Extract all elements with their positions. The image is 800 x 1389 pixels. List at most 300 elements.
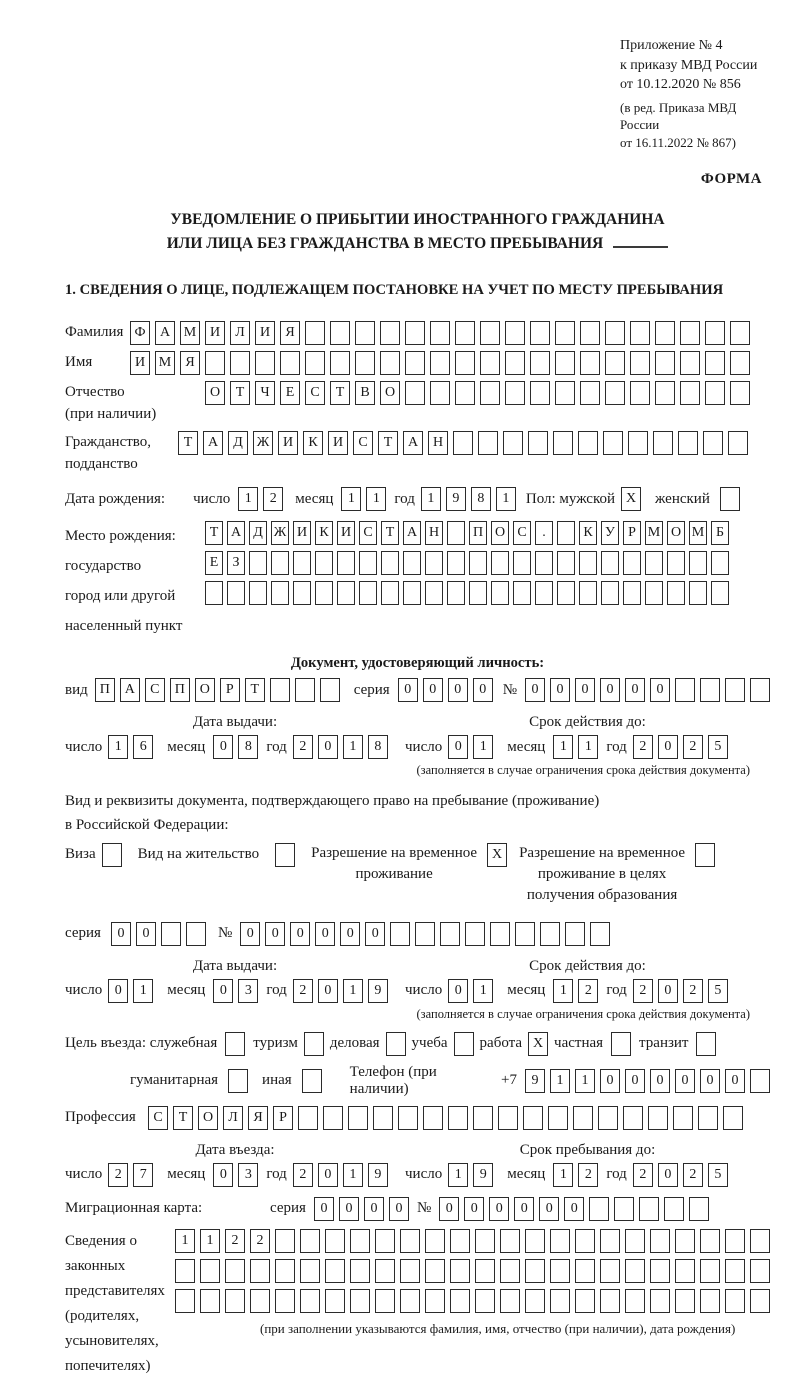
- char-cell[interactable]: [440, 922, 460, 946]
- char-cell[interactable]: П: [95, 678, 115, 702]
- char-cell[interactable]: 1: [550, 1069, 570, 1093]
- char-cell[interactable]: [230, 351, 250, 375]
- char-cell[interactable]: [730, 321, 750, 345]
- char-cell[interactable]: О: [195, 678, 215, 702]
- char-cell[interactable]: [664, 1197, 684, 1221]
- char-cell[interactable]: [398, 1106, 418, 1130]
- char-cell[interactable]: [589, 1197, 609, 1221]
- temp-permit-checkbox[interactable]: [487, 843, 507, 867]
- char-cell[interactable]: 0: [600, 1069, 620, 1093]
- char-cell[interactable]: [425, 1229, 445, 1253]
- char-cell[interactable]: [575, 1259, 595, 1283]
- representatives-row3-cells[interactable]: [175, 1289, 770, 1313]
- char-cell[interactable]: 0: [650, 1069, 670, 1093]
- char-cell[interactable]: 9: [446, 487, 466, 511]
- char-cell[interactable]: [348, 1106, 368, 1130]
- char-cell[interactable]: [625, 1259, 645, 1283]
- char-cell[interactable]: П: [170, 678, 190, 702]
- char-cell[interactable]: [475, 1259, 495, 1283]
- char-cell[interactable]: 2: [263, 487, 283, 511]
- char-cell[interactable]: [350, 1289, 370, 1313]
- entry-day-cells[interactable]: [108, 1163, 153, 1187]
- doc-type-cells[interactable]: [95, 678, 340, 702]
- char-cell[interactable]: 1: [341, 487, 361, 511]
- char-cell[interactable]: [453, 431, 473, 455]
- char-cell[interactable]: [655, 381, 675, 405]
- char-cell[interactable]: [375, 1229, 395, 1253]
- char-cell[interactable]: [355, 321, 375, 345]
- char-cell[interactable]: [205, 581, 223, 605]
- char-cell[interactable]: [673, 1106, 693, 1130]
- char-cell[interactable]: 0: [339, 1197, 359, 1221]
- char-cell[interactable]: [430, 381, 450, 405]
- char-cell[interactable]: [675, 1289, 695, 1313]
- char-cell[interactable]: [630, 381, 650, 405]
- identity-expiry-month-cells[interactable]: [553, 735, 598, 759]
- char-cell[interactable]: Ф: [130, 321, 150, 345]
- char-cell[interactable]: [523, 1106, 543, 1130]
- char-cell[interactable]: [293, 581, 311, 605]
- char-cell[interactable]: [480, 351, 500, 375]
- char-cell[interactable]: [530, 381, 550, 405]
- char-cell[interactable]: О: [198, 1106, 218, 1130]
- char-cell[interactable]: [425, 551, 443, 575]
- char-cell[interactable]: X: [487, 843, 507, 867]
- char-cell[interactable]: [205, 351, 225, 375]
- char-cell[interactable]: [689, 1197, 709, 1221]
- phone-cells[interactable]: [525, 1069, 770, 1093]
- char-cell[interactable]: А: [203, 431, 223, 455]
- char-cell[interactable]: [455, 321, 475, 345]
- char-cell[interactable]: [270, 678, 290, 702]
- char-cell[interactable]: Т: [230, 381, 250, 405]
- char-cell[interactable]: 5: [708, 1163, 728, 1187]
- char-cell[interactable]: [590, 922, 610, 946]
- doc-number-cells[interactable]: [525, 678, 770, 702]
- char-cell[interactable]: [675, 1259, 695, 1283]
- char-cell[interactable]: [478, 431, 498, 455]
- char-cell[interactable]: [330, 321, 350, 345]
- char-cell[interactable]: 0: [700, 1069, 720, 1093]
- char-cell[interactable]: [323, 1106, 343, 1130]
- birthdate-day-cells[interactable]: [238, 487, 283, 511]
- char-cell[interactable]: [723, 1106, 743, 1130]
- char-cell[interactable]: [161, 922, 181, 946]
- char-cell[interactable]: [225, 1032, 245, 1056]
- char-cell[interactable]: [555, 381, 575, 405]
- char-cell[interactable]: [337, 551, 355, 575]
- char-cell[interactable]: [505, 321, 525, 345]
- char-cell[interactable]: [648, 1106, 668, 1130]
- char-cell[interactable]: 0: [448, 735, 468, 759]
- char-cell[interactable]: [680, 351, 700, 375]
- char-cell[interactable]: [102, 843, 122, 867]
- residence-issue-day-cells[interactable]: [108, 979, 153, 1003]
- char-cell[interactable]: И: [293, 521, 311, 545]
- char-cell[interactable]: [650, 1259, 670, 1283]
- char-cell[interactable]: Л: [223, 1106, 243, 1130]
- char-cell[interactable]: 0: [213, 735, 233, 759]
- char-cell[interactable]: [725, 1289, 745, 1313]
- char-cell[interactable]: [550, 1229, 570, 1253]
- residence-expiry-year-cells[interactable]: [633, 979, 728, 1003]
- char-cell[interactable]: [359, 551, 377, 575]
- char-cell[interactable]: 1: [448, 1163, 468, 1187]
- char-cell[interactable]: Д: [228, 431, 248, 455]
- char-cell[interactable]: 0: [398, 678, 418, 702]
- char-cell[interactable]: [653, 431, 673, 455]
- char-cell[interactable]: [689, 581, 707, 605]
- char-cell[interactable]: Б: [711, 521, 729, 545]
- char-cell[interactable]: [275, 1289, 295, 1313]
- char-cell[interactable]: [680, 381, 700, 405]
- char-cell[interactable]: [700, 1229, 720, 1253]
- char-cell[interactable]: [579, 581, 597, 605]
- char-cell[interactable]: [550, 1259, 570, 1283]
- char-cell[interactable]: [330, 351, 350, 375]
- char-cell[interactable]: 2: [293, 735, 313, 759]
- char-cell[interactable]: [698, 1106, 718, 1130]
- char-cell[interactable]: [390, 922, 410, 946]
- char-cell[interactable]: 1: [343, 979, 363, 1003]
- char-cell[interactable]: [480, 381, 500, 405]
- char-cell[interactable]: [689, 551, 707, 575]
- char-cell[interactable]: [293, 551, 311, 575]
- identity-issue-month-cells[interactable]: [213, 735, 258, 759]
- char-cell[interactable]: [490, 922, 510, 946]
- birthplace-row2-cells[interactable]: [205, 551, 729, 575]
- char-cell[interactable]: [275, 843, 295, 867]
- char-cell[interactable]: [430, 351, 450, 375]
- char-cell[interactable]: [350, 1229, 370, 1253]
- char-cell[interactable]: 6: [133, 735, 153, 759]
- char-cell[interactable]: [200, 1259, 220, 1283]
- migration-series-cells[interactable]: [314, 1197, 409, 1221]
- char-cell[interactable]: [650, 1229, 670, 1253]
- char-cell[interactable]: [500, 1229, 520, 1253]
- char-cell[interactable]: [491, 551, 509, 575]
- char-cell[interactable]: В: [355, 381, 375, 405]
- char-cell[interactable]: О: [491, 521, 509, 545]
- char-cell[interactable]: 2: [293, 979, 313, 1003]
- char-cell[interactable]: 0: [423, 678, 443, 702]
- char-cell[interactable]: [448, 1106, 468, 1130]
- char-cell[interactable]: 0: [290, 922, 310, 946]
- char-cell[interactable]: [491, 581, 509, 605]
- char-cell[interactable]: 0: [318, 735, 338, 759]
- char-cell[interactable]: 0: [600, 678, 620, 702]
- char-cell[interactable]: [305, 351, 325, 375]
- char-cell[interactable]: [255, 351, 275, 375]
- char-cell[interactable]: [455, 351, 475, 375]
- char-cell[interactable]: Т: [378, 431, 398, 455]
- char-cell[interactable]: [300, 1229, 320, 1253]
- char-cell[interactable]: [645, 551, 663, 575]
- char-cell[interactable]: [473, 1106, 493, 1130]
- char-cell[interactable]: М: [180, 321, 200, 345]
- char-cell[interactable]: 1: [578, 735, 598, 759]
- char-cell[interactable]: 0: [389, 1197, 409, 1221]
- char-cell[interactable]: [711, 581, 729, 605]
- char-cell[interactable]: Е: [280, 381, 300, 405]
- char-cell[interactable]: [730, 351, 750, 375]
- char-cell[interactable]: С: [145, 678, 165, 702]
- char-cell[interactable]: [249, 551, 267, 575]
- char-cell[interactable]: [700, 1259, 720, 1283]
- residence-issue-year-cells[interactable]: [293, 979, 388, 1003]
- char-cell[interactable]: А: [120, 678, 140, 702]
- char-cell[interactable]: [550, 1289, 570, 1313]
- char-cell[interactable]: 0: [473, 678, 493, 702]
- char-cell[interactable]: [696, 1032, 716, 1056]
- char-cell[interactable]: [675, 1229, 695, 1253]
- char-cell[interactable]: [680, 321, 700, 345]
- char-cell[interactable]: [375, 1289, 395, 1313]
- char-cell[interactable]: [557, 581, 575, 605]
- residence-series-cells[interactable]: [111, 922, 206, 946]
- identity-issue-day-cells[interactable]: [108, 735, 153, 759]
- char-cell[interactable]: [249, 581, 267, 605]
- char-cell[interactable]: [695, 843, 715, 867]
- char-cell[interactable]: [645, 581, 663, 605]
- char-cell[interactable]: [600, 1259, 620, 1283]
- purpose-tourism-checkbox[interactable]: [304, 1032, 324, 1056]
- char-cell[interactable]: [513, 581, 531, 605]
- char-cell[interactable]: [565, 922, 585, 946]
- char-cell[interactable]: Ж: [253, 431, 273, 455]
- char-cell[interactable]: 0: [318, 1163, 338, 1187]
- profession-cells[interactable]: [148, 1106, 743, 1130]
- char-cell[interactable]: 9: [368, 1163, 388, 1187]
- char-cell[interactable]: [403, 581, 421, 605]
- char-cell[interactable]: 0: [564, 1197, 584, 1221]
- char-cell[interactable]: [225, 1289, 245, 1313]
- char-cell[interactable]: 0: [314, 1197, 334, 1221]
- residence-expiry-day-cells[interactable]: [448, 979, 493, 1003]
- char-cell[interactable]: 0: [108, 979, 128, 1003]
- char-cell[interactable]: З: [227, 551, 245, 575]
- char-cell[interactable]: 0: [489, 1197, 509, 1221]
- char-cell[interactable]: 3: [238, 979, 258, 1003]
- char-cell[interactable]: [405, 381, 425, 405]
- char-cell[interactable]: И: [130, 351, 150, 375]
- surname-cells[interactable]: [130, 321, 750, 345]
- char-cell[interactable]: А: [155, 321, 175, 345]
- char-cell[interactable]: [605, 321, 625, 345]
- char-cell[interactable]: [513, 551, 531, 575]
- char-cell[interactable]: [275, 1229, 295, 1253]
- char-cell[interactable]: [381, 581, 399, 605]
- char-cell[interactable]: [250, 1259, 270, 1283]
- char-cell[interactable]: 1: [238, 487, 258, 511]
- char-cell[interactable]: 8: [471, 487, 491, 511]
- birthplace-row3-cells[interactable]: [205, 581, 729, 605]
- char-cell[interactable]: [305, 321, 325, 345]
- edu-permit-checkbox[interactable]: [695, 843, 715, 867]
- char-cell[interactable]: Д: [249, 521, 267, 545]
- visa-checkbox[interactable]: [102, 843, 122, 867]
- char-cell[interactable]: [295, 678, 315, 702]
- char-cell[interactable]: [386, 1032, 406, 1056]
- char-cell[interactable]: 1: [473, 979, 493, 1003]
- purpose-business-checkbox[interactable]: [225, 1032, 245, 1056]
- char-cell[interactable]: М: [645, 521, 663, 545]
- char-cell[interactable]: [375, 1259, 395, 1283]
- char-cell[interactable]: [337, 581, 355, 605]
- birthdate-year-cells[interactable]: [421, 487, 516, 511]
- char-cell[interactable]: 8: [368, 735, 388, 759]
- char-cell[interactable]: [730, 381, 750, 405]
- char-cell[interactable]: [500, 1289, 520, 1313]
- char-cell[interactable]: [320, 678, 340, 702]
- char-cell[interactable]: Я: [280, 321, 300, 345]
- char-cell[interactable]: [555, 351, 575, 375]
- char-cell[interactable]: 0: [658, 979, 678, 1003]
- char-cell[interactable]: [280, 351, 300, 375]
- char-cell[interactable]: [705, 351, 725, 375]
- char-cell[interactable]: Т: [178, 431, 198, 455]
- char-cell[interactable]: [525, 1289, 545, 1313]
- char-cell[interactable]: 1: [496, 487, 516, 511]
- char-cell[interactable]: [625, 1229, 645, 1253]
- char-cell[interactable]: [614, 1197, 634, 1221]
- char-cell[interactable]: 0: [525, 678, 545, 702]
- char-cell[interactable]: М: [155, 351, 175, 375]
- char-cell[interactable]: [186, 922, 206, 946]
- char-cell[interactable]: [455, 381, 475, 405]
- char-cell[interactable]: Н: [425, 521, 443, 545]
- char-cell[interactable]: [667, 581, 685, 605]
- sex-male-checkbox[interactable]: [621, 487, 641, 511]
- char-cell[interactable]: [655, 321, 675, 345]
- char-cell[interactable]: [298, 1106, 318, 1130]
- char-cell[interactable]: Т: [330, 381, 350, 405]
- char-cell[interactable]: 0: [213, 1163, 233, 1187]
- char-cell[interactable]: [325, 1289, 345, 1313]
- birthplace-row1-cells[interactable]: [205, 521, 729, 545]
- char-cell[interactable]: [225, 1259, 245, 1283]
- char-cell[interactable]: [623, 551, 641, 575]
- purpose-commercial-checkbox[interactable]: [386, 1032, 406, 1056]
- char-cell[interactable]: [605, 381, 625, 405]
- char-cell[interactable]: 0: [318, 979, 338, 1003]
- char-cell[interactable]: [548, 1106, 568, 1130]
- sex-female-checkbox[interactable]: [720, 487, 740, 511]
- char-cell[interactable]: Т: [173, 1106, 193, 1130]
- purpose-private-checkbox[interactable]: [611, 1032, 631, 1056]
- stay-month-cells[interactable]: [553, 1163, 598, 1187]
- char-cell[interactable]: [553, 431, 573, 455]
- char-cell[interactable]: [469, 581, 487, 605]
- char-cell[interactable]: [601, 551, 619, 575]
- char-cell[interactable]: Т: [205, 521, 223, 545]
- char-cell[interactable]: [175, 1259, 195, 1283]
- char-cell[interactable]: О: [380, 381, 400, 405]
- char-cell[interactable]: [675, 678, 695, 702]
- char-cell[interactable]: 2: [683, 1163, 703, 1187]
- char-cell[interactable]: [750, 1069, 770, 1093]
- char-cell[interactable]: [450, 1229, 470, 1253]
- char-cell[interactable]: 0: [625, 1069, 645, 1093]
- char-cell[interactable]: 1: [473, 735, 493, 759]
- char-cell[interactable]: [750, 678, 770, 702]
- char-cell[interactable]: 1: [175, 1229, 195, 1253]
- char-cell[interactable]: 0: [111, 922, 131, 946]
- char-cell[interactable]: [405, 321, 425, 345]
- char-cell[interactable]: [505, 381, 525, 405]
- char-cell[interactable]: [271, 581, 289, 605]
- char-cell[interactable]: [271, 551, 289, 575]
- char-cell[interactable]: [579, 551, 597, 575]
- char-cell[interactable]: [373, 1106, 393, 1130]
- char-cell[interactable]: [425, 1259, 445, 1283]
- char-cell[interactable]: 2: [683, 735, 703, 759]
- identity-issue-year-cells[interactable]: [293, 735, 388, 759]
- char-cell[interactable]: [667, 551, 685, 575]
- char-cell[interactable]: А: [403, 521, 421, 545]
- char-cell[interactable]: [600, 1289, 620, 1313]
- char-cell[interactable]: [703, 431, 723, 455]
- char-cell[interactable]: [530, 321, 550, 345]
- char-cell[interactable]: [400, 1289, 420, 1313]
- char-cell[interactable]: [655, 351, 675, 375]
- char-cell[interactable]: 2: [250, 1229, 270, 1253]
- char-cell[interactable]: [430, 321, 450, 345]
- char-cell[interactable]: [750, 1259, 770, 1283]
- char-cell[interactable]: [275, 1259, 295, 1283]
- char-cell[interactable]: Т: [245, 678, 265, 702]
- char-cell[interactable]: [535, 581, 553, 605]
- char-cell[interactable]: [630, 351, 650, 375]
- char-cell[interactable]: 0: [550, 678, 570, 702]
- char-cell[interactable]: [601, 581, 619, 605]
- char-cell[interactable]: [315, 551, 333, 575]
- char-cell[interactable]: [578, 431, 598, 455]
- char-cell[interactable]: И: [328, 431, 348, 455]
- char-cell[interactable]: 9: [473, 1163, 493, 1187]
- char-cell[interactable]: [500, 1259, 520, 1283]
- char-cell[interactable]: 0: [658, 735, 678, 759]
- char-cell[interactable]: [625, 1289, 645, 1313]
- char-cell[interactable]: .: [535, 521, 553, 545]
- char-cell[interactable]: К: [579, 521, 597, 545]
- char-cell[interactable]: 8: [238, 735, 258, 759]
- char-cell[interactable]: [678, 431, 698, 455]
- char-cell[interactable]: [525, 1259, 545, 1283]
- residence-expiry-month-cells[interactable]: [553, 979, 598, 1003]
- char-cell[interactable]: 1: [343, 735, 363, 759]
- char-cell[interactable]: [450, 1289, 470, 1313]
- purpose-humanitarian-checkbox[interactable]: [228, 1069, 248, 1093]
- char-cell[interactable]: [650, 1289, 670, 1313]
- char-cell[interactable]: С: [513, 521, 531, 545]
- birthdate-month-cells[interactable]: [341, 487, 386, 511]
- char-cell[interactable]: [454, 1032, 474, 1056]
- char-cell[interactable]: [400, 1259, 420, 1283]
- char-cell[interactable]: Т: [381, 521, 399, 545]
- purpose-work-checkbox[interactable]: [528, 1032, 548, 1056]
- char-cell[interactable]: Е: [205, 551, 223, 575]
- entry-month-cells[interactable]: [213, 1163, 258, 1187]
- char-cell[interactable]: [573, 1106, 593, 1130]
- char-cell[interactable]: [639, 1197, 659, 1221]
- char-cell[interactable]: 1: [366, 487, 386, 511]
- char-cell[interactable]: [175, 1289, 195, 1313]
- char-cell[interactable]: Я: [180, 351, 200, 375]
- char-cell[interactable]: 1: [343, 1163, 363, 1187]
- char-cell[interactable]: 0: [514, 1197, 534, 1221]
- char-cell[interactable]: 0: [365, 922, 385, 946]
